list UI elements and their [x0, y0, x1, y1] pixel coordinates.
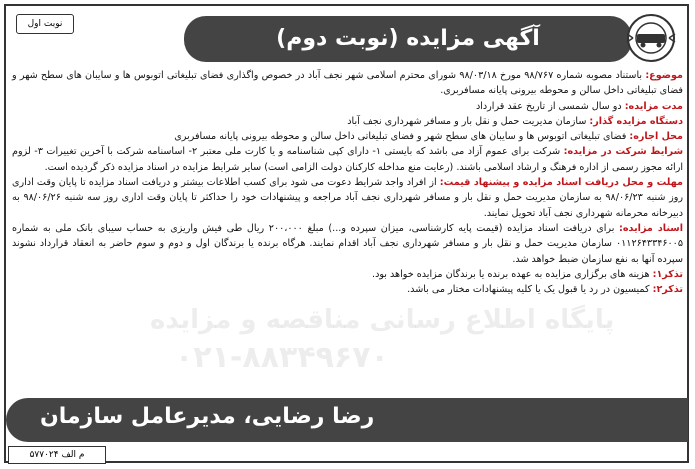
- clause-subject: [12, 68, 683, 99]
- signature: رضا رضایی، مدیرعامل سازمان: [40, 404, 375, 429]
- clause-text: فضای تبلیغاتی اتوبوس ها و سایبان های سطح شهر و فضای تبلیغاتی داخل سالن و محوطه بیرونی پایانه مسافربری: [174, 131, 627, 143]
- clause-location: [12, 129, 683, 144]
- ad-reference-number: م الف ۵۷۷۰۲۴: [8, 446, 106, 464]
- clause-label: تذکر۱:: [652, 268, 683, 280]
- clause-text: باستناد مصوبه شماره ۹۸/۷۶۷ مورخ ۹۸/۰۳/۱۸ شورای محترم اسلامی شهر نجف آباد در خصوص واگذاری فضای تبلیغاتی اتوبوس ها و سایبان های سطح شهر و فضای تبلیغاتی داخل سالن و محوطه بیرونی پایانه مسافربری.: [12, 70, 683, 97]
- watermark-text: پایگاه اطلاع رسانی مناقصه و مزایده: [150, 305, 615, 335]
- clause-label: تذکر۲:: [652, 284, 683, 296]
- ad-body: [12, 68, 683, 297]
- clause-text: شرکت برای عموم آزاد می باشد که بایستی ۱- دارای کپی شناسنامه و یا کارت ملی معتبر ۲- اساسنامه شرکت با آخرین تغییرات ۳- لزوم ارائه مجوز رسمی از اداره فرهنگ و ارشاد اسلامی باشند. (رعایت منع مداخله کارکنان دولت الزامی است) سایر شرایط مزایده در اسناد مزایده ذکر گردیده است.: [12, 146, 683, 173]
- clause-label: اسناد مزایده:: [619, 222, 683, 234]
- clause-text: دو سال شمسی از تاریخ عقد قرارداد: [475, 100, 622, 112]
- round-badge: نوبت اول: [16, 14, 74, 34]
- clause-organizer: [12, 114, 683, 129]
- clause-label: موضوع:: [645, 70, 683, 81]
- watermark-phone: ۰۲۱-۸۸۳۴۹۶۷۰: [175, 340, 389, 375]
- clause-text: کمیسیون در رد یا قبول یک یا کلیه پیشنهادات مختار می باشد.: [407, 284, 650, 296]
- clause-label: مدت مزایده:: [624, 100, 683, 112]
- clause-documents: [12, 221, 683, 267]
- header: [6, 6, 687, 64]
- ad-title: آگهی مزایده (نوبت دوم): [184, 16, 632, 62]
- clause-note-1: [12, 267, 683, 282]
- clause-label: دستگاه مزایده گذار:: [589, 115, 683, 127]
- clause-text: از افراد واجد شرایط دعوت می شود برای کسب اطلاعات بیشتر و دریافت اسناد مزایده تا پایان وقت اداری روز شنبه ۹۸/۰۶/۲۳ به سازمان مدیریت حمل و نقل بار و مسافر شهرداری نجف آباد مراجعه و پیشنهادات خود را حداکثر تا پایان وقت اداری روز سه شنبه ۹۸/۰۶/۲۶ به دبیرخانه محرمانه شهرداری نجف آباد تحویل نمایند.: [12, 177, 683, 219]
- clause-label: محل اجاره:: [629, 131, 683, 143]
- organization-logo-icon: [625, 12, 677, 64]
- clause-note-2: [12, 282, 683, 297]
- clause-conditions: [12, 144, 683, 175]
- clause-text: برای دریافت اسناد مزایده (قیمت پایه کارشناسی، میزان سپرده و...) مبلغ ۲۰۰،۰۰۰ ریال طی فیش واریزی به حساب سیبای بانک ملی به شماره ۰۱۱۲۶۴۳۳۴۶۰۰۵ سازمان مدیریت حمل و نقل بار و مسافر شهرداری نجف آباد اقدام نمایند. هرگاه برنده یا برندگان اول و دوم و سوم حاضر به انعقاد قرارداد نشوند سپرده آنها به نفع سازمان ضبط خواهد شد.: [12, 222, 683, 265]
- clause-deadline: [12, 175, 683, 221]
- clause-label: شرایط شرکت در مزایده:: [563, 146, 684, 158]
- clause-text: هزینه های برگزاری مزایده به عهده برنده یا برندگان مزایده خواهد بود.: [372, 268, 650, 280]
- clause-label: مهلت و محل دریافت اسناد مزایده و پیشنهاد قیمت:: [439, 177, 683, 189]
- clause-duration: [12, 99, 683, 114]
- clause-text: سازمان مدیریت حمل و نقل بار و مسافر شهرداری نجف آباد: [347, 115, 587, 127]
